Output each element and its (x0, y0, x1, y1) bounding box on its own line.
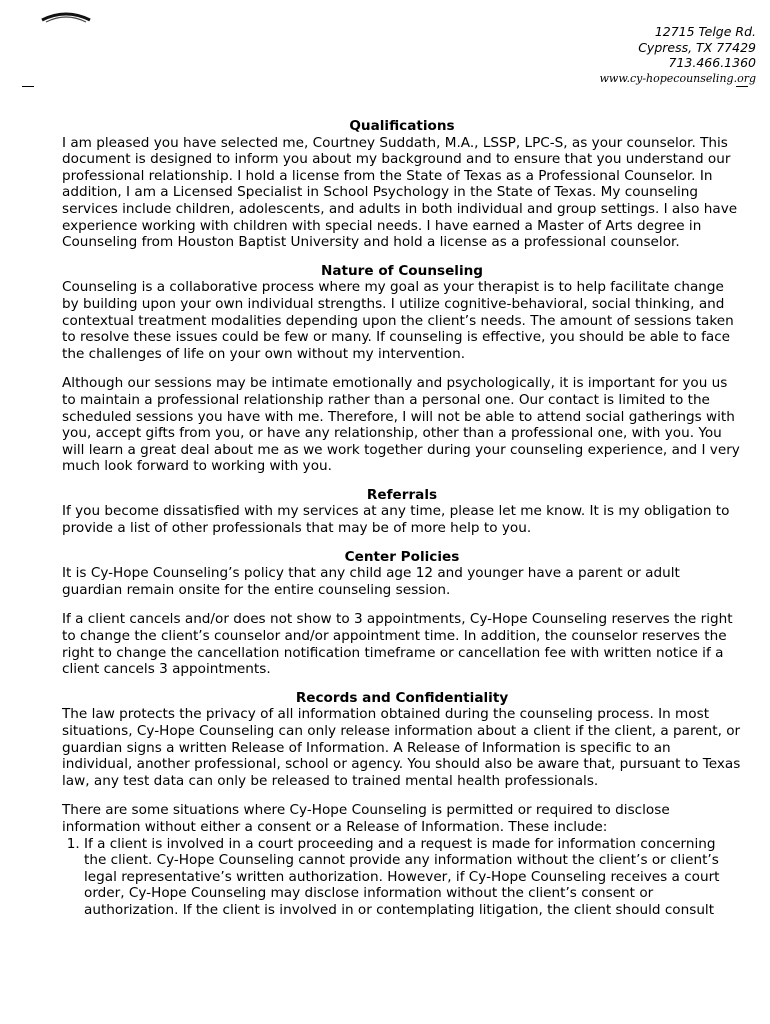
margin-mark-right (736, 86, 748, 87)
nature-of-counseling-heading: Nature of Counseling (320, 262, 484, 279)
qualifications-paragraph: I am pleased you have selected me, Courtney Suddath, M.A., LSSP, LPC-S, as your counselor. This document is designed to inform you about my background and to ensure that you understand our professional relationship. I hold a license from the State of Texas as a Professional Counselor. In addition, I am a Licensed Specialist in School Psychology in the State of Texas. My counseling services include children, adolescents, and adults in both individual and group settings. I also have experience working with children with special needs. I have earned a Master of Arts degree in Counseling from Houston Baptist University and hold a license as a professional counselor. (62, 134, 738, 251)
records-paragraph-1: The law protects the privacy of all information obtained during the counseling process. In most situations, Cy-Hope Counseling can only release information about a client if the client, a parent, or guardian signs a written Release of Information. A Release of Information is specific to an individual, another professional, school or agency. You should also be aware that, pursuant to Texas law, any test data can only be released to trained mental health professionals. (62, 706, 741, 789)
nature-paragraph-2: Although our sessions may be intimate emotionally and psychologically, it is important for you us to maintain a professional relationship rather than a personal one. Our contact is limited to the scheduled sessions you have with me. Therefore, I will not be able to attend social gatherings with you, accept gifts from you, or have any relationship, other than a professional one, with you. You will learn a great deal about me as we work together during your counseling experience, and I very much look forward to working with you. (62, 375, 740, 475)
policies-paragraph-1: It is Cy-Hope Counseling’s policy that any child age 12 and younger have a parent or adult guardian remain onsite for the entire counseling session. (62, 565, 680, 598)
city-state-zip: Cypress, TX 77429 (638, 39, 756, 55)
nature-paragraph-1: Counseling is a collaborative process where my goal as your therapist is to help facilitate change by building upon your own individual strengths. I utilize cognitive-behavioral, social thinking, and contextual treatment modalities depending upon the client’s needs. The amount of sessions taken to resolve these issues could be few or many. If counseling is effective, you should be able to face the challenges of life on your own without my intervention. (62, 279, 734, 362)
address-block (600, 24, 756, 86)
records-confidentiality-heading: Records and Confidentiality (295, 689, 509, 706)
logo-arc-icon (40, 8, 92, 26)
records-paragraph-2: There are some situations where Cy-Hope Counseling is permitted or required to disclose information without either a consent or a Release of Information. These include: (62, 802, 670, 835)
list-item: 1. If a client is involved in a court proceeding and a request is made for information concerning the client. Cy-Hope Counseling cannot provide any information without the client’s or client’s legal representative’s written authorization. However, if Cy-Hope Counseling receives a court order, Cy-Hope Counseling may disclose information without the client’s consent or authorization. If the client is involved in or contemplating litigation, the client should consult (84, 836, 742, 919)
center-policies-heading: Center Policies (344, 548, 460, 565)
margin-mark-left (22, 86, 34, 87)
referrals-heading: Referrals (366, 486, 438, 503)
document-body (62, 118, 742, 919)
street-address: 12715 Telge Rd. (654, 24, 756, 39)
policies-paragraph-2: If a client cancels and/or does not show to 3 appointments, Cy-Hope Counseling reserves the right to change the client’s counselor and/or appointment time. In addition, the counselor reserves the right to change the cancellation notification timeframe or cancellation fee with written notice if a client cancels 3 appointments. (62, 611, 733, 678)
website-link[interactable]: www.cy-hopecounseling.org (599, 71, 756, 85)
qualifications-heading: Qualifications (349, 118, 455, 134)
disclosure-list (62, 836, 742, 919)
phone-number: 713.466.1360 (668, 55, 756, 70)
referrals-paragraph: If you become dissatisfied with my services at any time, please let me know. It is my obligation to provide a list of other professionals that may be of more help to you. (62, 503, 730, 537)
